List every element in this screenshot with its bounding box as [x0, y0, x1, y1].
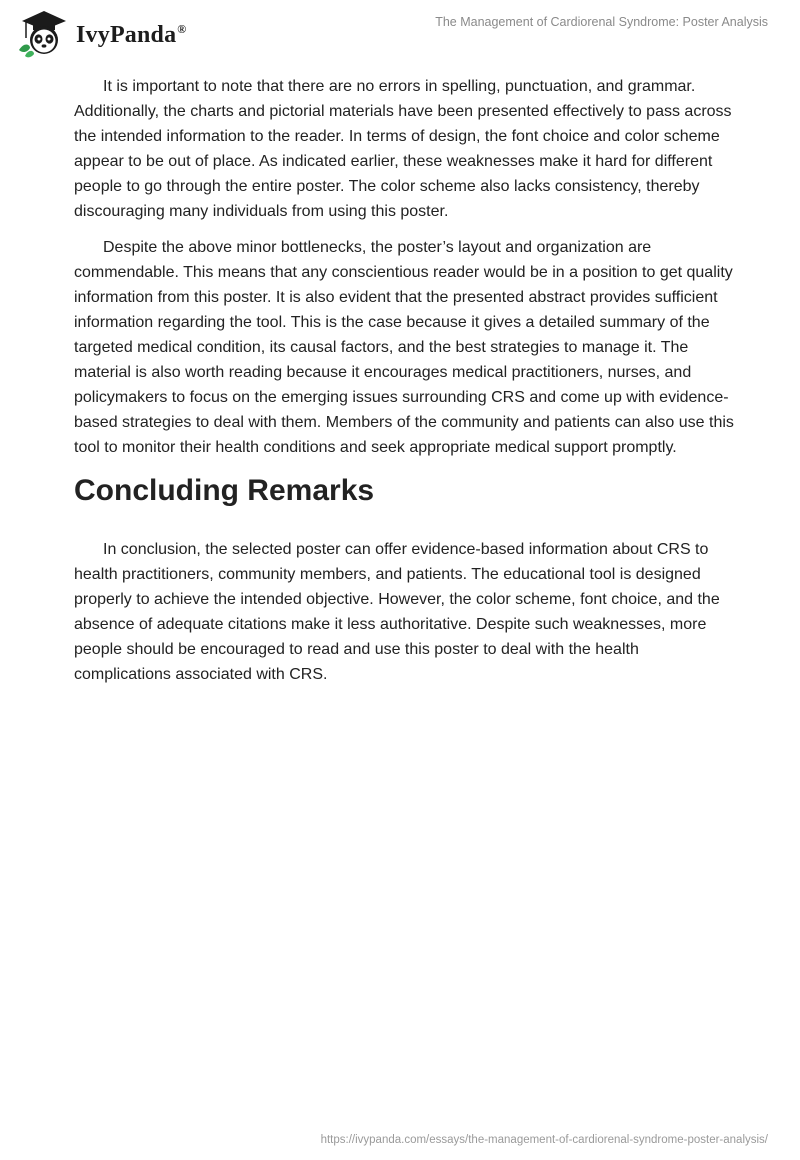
- source-url-link[interactable]: https://ivypanda.com/essays/the-management-of-cardiorenal-syndrome-poster-analysis/: [320, 1134, 768, 1146]
- panda-graduation-cap-icon: [16, 8, 72, 60]
- brand-name: IvyPanda®: [76, 21, 187, 48]
- document-title: The Management of Cardiorenal Syndrome: Poster Analysis: [435, 15, 768, 29]
- paragraph: Despite the above minor bottlenecks, the poster’s layout and organization are commendable. This means that any conscientious reader would be in a position to get quality information from this poster. It is also evident that the presented abstract provides sufficient information regarding the tool. This is the case because it gives a detailed summary of the targeted medical condition, its causal factors, and the best strategies to manage it. The material is also worth reading because it encourages medical practitioners, nurses, and policymakers to focus on the emerging issues surrounding CRS and come up with evidence-based strategies to deal with them. Members of the community and patients can also use this tool to monitor their health conditions and seek appropriate medical support promptly.: [74, 239, 734, 456]
- conclusion-paragraph: In conclusion, the selected poster can offer evidence-based information about CRS to health practitioners, community members, and patients. The educational tool is designed properly to achieve the intended objective. However, the color scheme, font choice, and the absence of adequate citations make it less authoritative. Despite such weaknesses, more people should be encouraged to read and use this poster to deal with the health complications associated with CRS.: [74, 541, 720, 683]
- ivypanda-logo[interactable]: [16, 8, 186, 60]
- section-heading: Concluding Remarks: [74, 474, 375, 507]
- essay-body: [74, 74, 734, 698]
- paragraph: It is important to note that there are no errors in spelling, punctuation, and grammar. Additionally, the charts and pictorial materials have been presented effectively to pass across the intended information to the reader. In terms of design, the font choice and color scheme appear to be out of place. As indicated earlier, these weaknesses make it hard for different people to go through the entire poster. The color scheme also lacks consistency, thereby discouraging many individuals from using this poster.: [74, 78, 732, 220]
